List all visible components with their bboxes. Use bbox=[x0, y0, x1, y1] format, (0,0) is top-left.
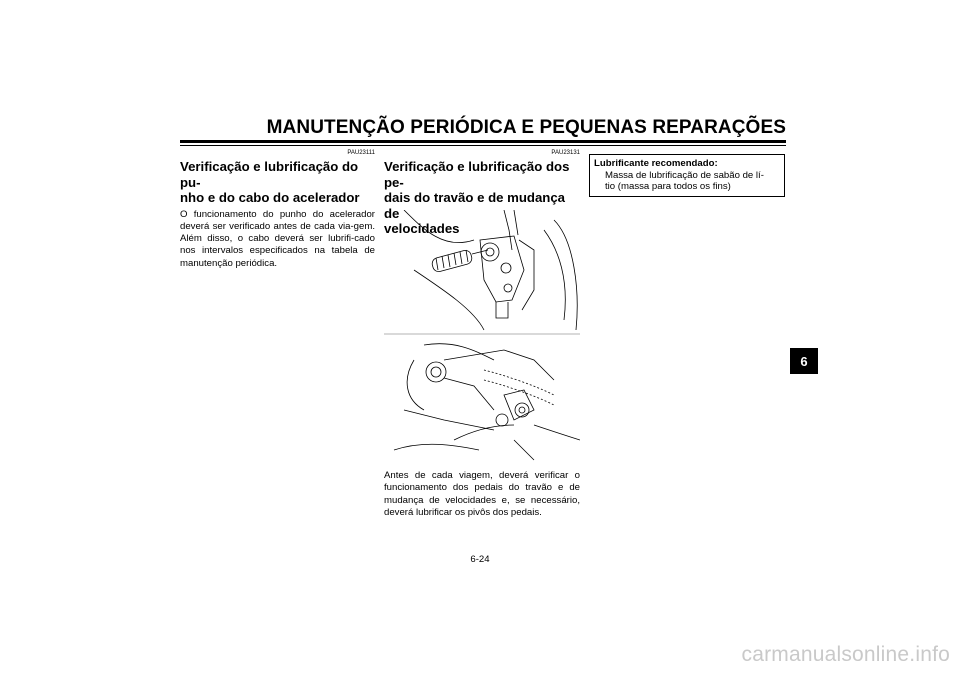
note-text: tio (massa para todos os fins) bbox=[605, 181, 731, 192]
heading-line: dais do travão e de mudança de bbox=[384, 190, 566, 221]
section-heading bbox=[180, 159, 375, 206]
title-rule-thin bbox=[180, 145, 786, 146]
title-rule-thick bbox=[180, 140, 786, 143]
page-number: 6-24 bbox=[470, 554, 490, 565]
note-title: Lubrificante recomendado: bbox=[594, 158, 718, 169]
heading-line: velocidades bbox=[384, 221, 460, 236]
page-title: MANUTENÇÃO PERIÓDICA E PEQUENAS REPARAÇÕES bbox=[266, 117, 786, 138]
heading-line: Verificação e lubrificação do pu- bbox=[180, 159, 359, 190]
note-text: Massa de lubrificação de sabão de lí- bbox=[605, 169, 764, 181]
heading-line: nho e do cabo do acelerador bbox=[180, 190, 360, 205]
pedal-illustration-svg bbox=[384, 210, 580, 468]
section-code: PAU23111 bbox=[347, 150, 375, 156]
section-code: PAU23131 bbox=[551, 150, 580, 156]
lubricant-note-box bbox=[589, 154, 785, 197]
section-body: Antes de cada viagem, deverá verificar o funcionamento dos pedais do travão e de mudança de velocidades e, se necessário, deverá lubrificar os pivôs dos pedais. bbox=[384, 470, 580, 518]
section-body: O funcionamento do punho do acelerador deverá ser verificado antes de cada via-gem. Além disso, o cabo deverá ser lubrifi-cado nos intervalos especificados na tabela de manutenção periódica. bbox=[180, 208, 375, 269]
chapter-tab: 6 bbox=[790, 348, 818, 374]
left-column bbox=[180, 150, 375, 270]
heading-line: Verificação e lubrificação dos pe- bbox=[384, 159, 570, 190]
watermark: carmanualsonline.info bbox=[741, 643, 950, 666]
pedal-illustration bbox=[384, 210, 580, 468]
